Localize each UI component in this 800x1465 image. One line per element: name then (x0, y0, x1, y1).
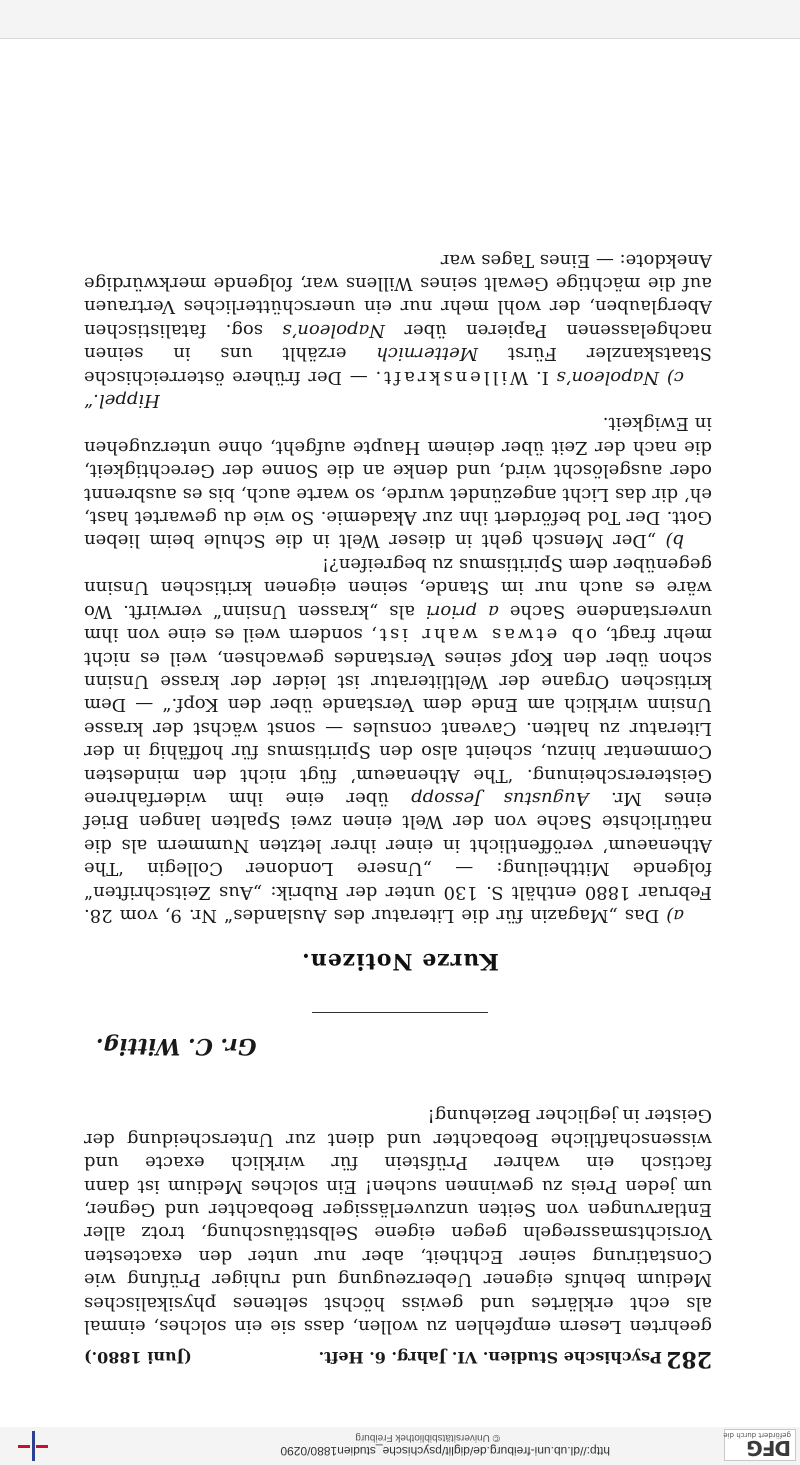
note-b-label: b) (665, 530, 684, 552)
section-heading: Kurze Notizen. (301, 948, 499, 974)
viewer-top-bar (0, 1426, 800, 1465)
page-header (84, 1342, 712, 1372)
library-logo-icon (18, 1431, 48, 1461)
running-head: Psychische Studien. VI. Jahrg. 6. Heft. (318, 1348, 662, 1367)
note-c-text: I. (528, 366, 557, 388)
library-credit: © Universitätsbibliothek Freiburg (355, 1432, 500, 1443)
note-a (84, 553, 712, 928)
dfg-tagline: gefördert durch die (723, 1431, 791, 1439)
note-c-label: c) (666, 366, 684, 388)
note-a-label: a) (666, 905, 684, 926)
note-c-name: Napoleon’s (556, 366, 660, 388)
note-b-signature: Hippel.“ (84, 390, 160, 412)
dfg-logo (724, 1429, 796, 1461)
note-c-text-4: sog. fatalistischen Aberglauben, der wohl mehr nur ein unerschütterliches Vertrauen auf die mächtige Gewalt seines Willens war, folgende merkwürdige Anekdote: — Eines Tages war (84, 249, 712, 341)
page-number: 282 (666, 1346, 712, 1372)
note-c-name-2: Napoleon’s (282, 319, 385, 341)
note-c (84, 248, 712, 388)
page-sheet (0, 37, 800, 1427)
note-c-title: Willenskraft (381, 366, 529, 388)
continuation-paragraph (84, 1104, 712, 1338)
note-a-name: Augustus Jessopp (411, 787, 589, 809)
note-c-text-2: . — Der frühere österreichische Staatskanzler Fürst (84, 343, 712, 388)
section-divider (312, 1012, 488, 1013)
continuation-text: geehrten Lesern empfehlen zu wollen, dass sie ein solches, einmal als echt erklärtes und gewiss höchst seltenes physikalisches Medium behufs eigener Ueberzeugung und ruhiger Prüfung wie Constatirung seiner Echtheit, aber nur unter den exactesten Vorsichtsmassregeln gegen eigene Selbsttäuschung, trotz aller Entlarvungen von Seiten unzuverlässiger Beobachter und Gegner, um jeden Preis zu gewinnen suchen! Ein solches Medium ist dann factisch ein wahrer Prüfstein für wirklich exacte und wissenschaftliche Beobachter und dient zur Unterscheidung der Geister in jeglicher Beziehung! (84, 1105, 712, 1337)
note-b (84, 412, 712, 552)
dfg-letters: DFG (747, 1436, 791, 1460)
document-url[interactable]: http://dl.ub.uni-freiburg.de/diglit/psychische_studien1880/0290 (280, 1444, 610, 1458)
note-a-text-3: , sondern weil es eine von ihm unverstandene Sache (84, 600, 712, 646)
note-c-metternich: Metternich (376, 343, 479, 365)
note-a-text: Das „Magazin für die Literatur des Auslandes“ Nr. 9, vom 28. Februar 1880 enthält S. 130 unter der Rubrik: „Aus Zeitschriften“ folgende Mittheilung: — „Unsere Londoner Collegin ‘The Athenaeum’ veröffentlicht in einer ihrer letzten Nummern als die natürlichste Sache von der Welt einen zwei Spalten langen Brief eines Mr. (84, 787, 712, 926)
page-date: (Juni 1880.) (84, 1348, 192, 1367)
viewer-bottom-bar (0, 0, 800, 39)
note-c-text-3: erzählt uns in seinen nachgelassenen Papieren über (83, 319, 712, 365)
note-a-text-2: über eine ihm widerfahrene Geistererscheinung. ‘The Athenaeum’ fügt nicht den mindesten Commentar hinzu, scheint also den Spiritismus für hoffähig in der Literatur zu halten. Caveant consules — sonst wächst der krasse Unsinn wirklich am Ende dem Verstande über den Kopf.“ — Dem kritischen Organe der Weltliteratur ist leider der krasse Unsinn schon über den Kopf seines Verstandes gewachsen, weil es nicht mehr fragt, (84, 624, 712, 809)
note-a-latin: a priori (426, 600, 499, 622)
note-b-text: „Der Mensch geht in dieser Welt in die Schule beim lieben Gott. Der Tod befördert ihn zur Akademie. So wie du gewartet hast, eh’ dir das Licht angezündet wurde, so warte auch, bis es ausbrennt oder ausgelöscht wird, und denke an die Sonne der Gerechtigkeit, die nach der Zeit über deinem Haupte aufgeht, ohne unterzugehen in Ewigkeit. (84, 413, 712, 552)
note-a-emphasis: ob etwas wahr ist (376, 624, 597, 646)
note-a-text-4: als „krassen Unsinn“ verwirft. Wo wäre es auch nur im Stande, seinen eigenen kritischen Unsinn gegenüber dem Spiritismus zu begreifen?! (84, 553, 712, 622)
notes-block (84, 248, 712, 927)
author-signature: Gr. C. Wittig. (96, 1033, 257, 1059)
note-c-space (659, 367, 667, 388)
